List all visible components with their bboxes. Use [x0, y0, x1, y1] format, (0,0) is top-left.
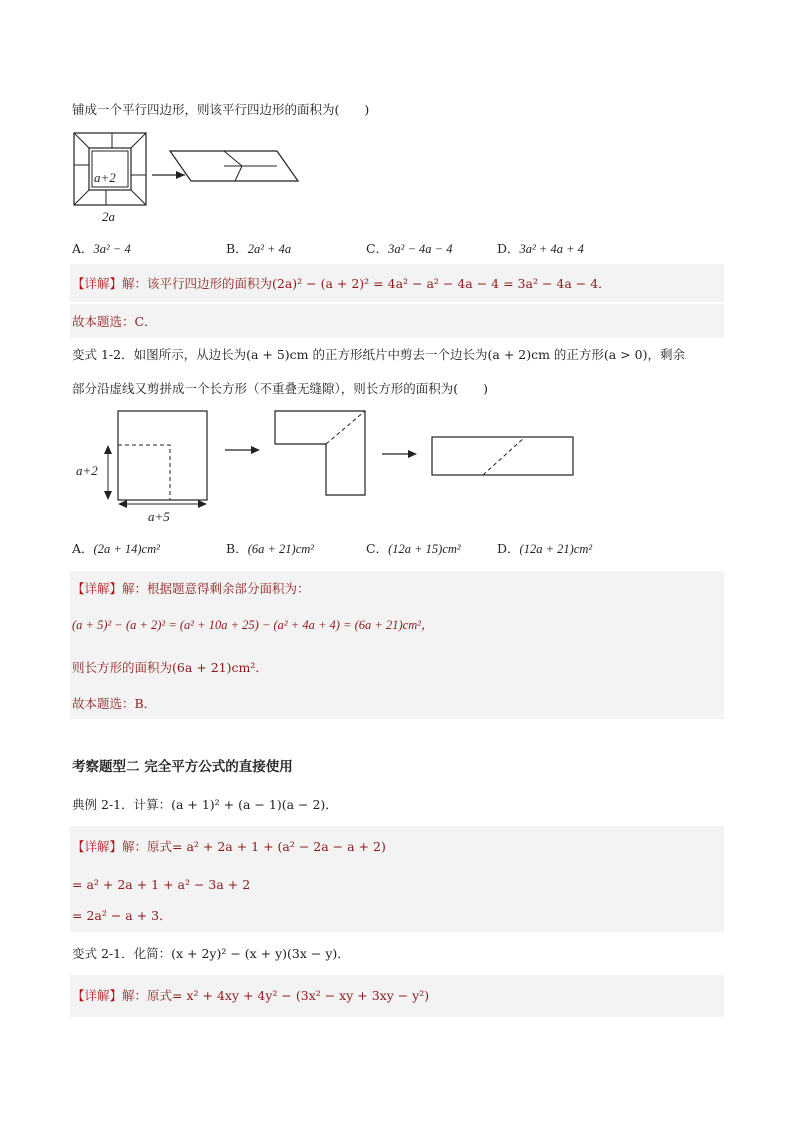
q3-detail-line2: = a² + 2a + 1 + a² − 3a + 2 — [72, 877, 251, 892]
q1-detail-tag: 【详解】 — [72, 276, 123, 291]
q1-answer: 故本题选：C． — [72, 314, 157, 329]
q1-figure-outer-label: 2a — [102, 209, 115, 224]
q3-detail-tag: 【详解】 — [72, 839, 123, 854]
q2-option-c[interactable]: C．(12a + 15)cm² — [366, 541, 461, 556]
q1-option-c[interactable]: C．3a² − 4a − 4 — [366, 241, 453, 256]
q2-stem-line2: 部分沿虚线又剪拼成一个长方形（不重叠无缝隙），则长方形的面积为( ) — [72, 381, 489, 396]
q2-option-d[interactable]: D．(12a + 21)cm² — [497, 541, 593, 556]
q1-option-b[interactable]: B．2a² + 4a — [226, 241, 292, 256]
q2-detail-tag: 【详解】 — [72, 581, 123, 596]
q2-detail-line1: 【详解】解：根据题意得剩余部分面积为： — [72, 581, 310, 596]
q1-option-a[interactable]: A．3a² − 4 — [72, 241, 131, 256]
q2-detail-line2: (a + 5)² − (a + 2)² = (a² + 10a + 25) − (a² + 4a + 4) = (6a + 21)cm²， — [72, 618, 434, 632]
q1-stem: 铺成一个平行四边形，则该平行四边形的面积为( ) — [72, 102, 370, 117]
q1-detail-text: 解：该平行四边形的面积为(2a)² − (a + 2)² = 4a² − a² − 4a − 4 = 3a² − 4a − 4． — [122, 276, 611, 291]
q3-detail-line1: 【详解】解：原式= a² + 2a + 1 + (a² − 2a − a + 2) — [72, 839, 386, 854]
q3-stem: 典例 2-1．计算：(a + 1)² + (a − 1)(a − 2)． — [72, 797, 338, 812]
q4-stem: 变式 2-1．化简：(x + 2y)² − (x + y)(3x − y)． — [72, 946, 350, 961]
q1-detail — [72, 275, 611, 293]
q2-stem-line1: 变式 1-2．如图所示，从边长为(a + 5)cm 的正方形纸片中剪去一个边长为(a + 2)cm 的正方形(a > 0)，剩余 — [72, 347, 685, 362]
q2-figure-bottom-label: a+5 — [148, 509, 170, 524]
q3-detail-line3: = 2a² − a + 3． — [72, 908, 172, 923]
q1-figure-inner-label: a+2 — [94, 170, 116, 185]
section-heading: 考察题型二 完全平方公式的直接使用 — [72, 759, 293, 775]
q2-detail-line3: 则长方形的面积为(6a + 21)cm²． — [72, 660, 268, 675]
q1-option-d[interactable]: D．3a² + 4a + 4 — [497, 241, 584, 256]
q2-option-a[interactable]: A．(2a + 14)cm² — [72, 541, 160, 556]
q2-option-b[interactable]: B．(6a + 21)cm² — [226, 541, 315, 556]
q1-answer-box — [70, 304, 724, 338]
q4-detail-tag: 【详解】 — [72, 988, 123, 1003]
q2-answer: 故本题选：B． — [72, 696, 157, 711]
q2-figure-side-label: a+2 — [76, 463, 98, 478]
q4-detail-line1: 【详解】解：原式= x² + 4xy + 4y² − (3x² − xy + 3xy − y²) — [72, 988, 430, 1003]
